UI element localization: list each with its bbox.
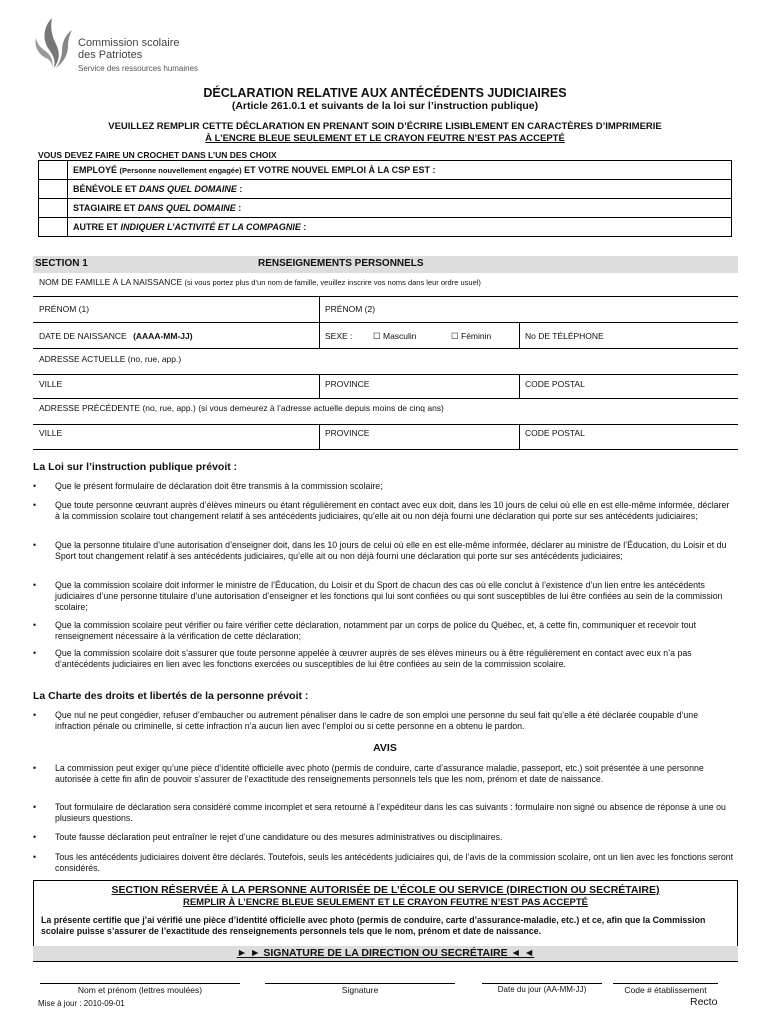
bullet-icon: • [33, 540, 37, 550]
choice-benevole-domain: DANS QUEL DOMAINE [139, 184, 237, 194]
avis-heading: AVIS [373, 742, 397, 754]
field-nom-famille[interactable] [39, 277, 481, 287]
sig-line-signature[interactable] [265, 983, 455, 984]
field-prenom2[interactable]: PRÉNOM (2) [325, 304, 376, 314]
choice-autre-label: AUTRE ET [73, 222, 118, 232]
bullet-icon: • [33, 763, 37, 773]
checkbox-stagiaire[interactable] [39, 199, 68, 217]
service-name: Service des ressources humaines [78, 64, 199, 73]
avis-item [33, 802, 733, 825]
choice-employe-label: EMPLOYÉ [73, 165, 118, 175]
choice-row-stagiaire [39, 199, 731, 218]
choice-autre-colon: : [300, 222, 307, 232]
section1-label: SECTION 1 [35, 258, 88, 269]
choice-table [38, 160, 732, 237]
checkbox-employe[interactable] [39, 161, 68, 179]
section1-title: RENSEIGNEMENTS PERSONNELS [258, 258, 424, 269]
avis-item-text: La commission peut exiger qu’une pièce d’identité officielle avec photo (permis de conduire, carte d’assurance maladie, passeport, etc.) soit présentée à une personne autorisée à cette fin afin de pouvoir s’assurer de l’exactitude des renseignements personnels tels que les nom, prénom et date de naissance. [55, 763, 704, 784]
document-subtitle: (Article 261.0.1 et suivants de la loi sur l’instruction publique) [231, 100, 539, 112]
loi-item-text: Que la personne titulaire d’une autorisation d’enseigner doit, dans les 10 jours de celui où elle en est elle-même informée, déclarer au ministre de l’Éducation, du Loisir et du Sport tout changement relatif à ses antécédents judiciaires, qu’elle ait ou non déjà fourni une déclaration qui porte sur ses antécédents judiciaires; [55, 540, 727, 561]
sig-line-nom[interactable] [40, 983, 240, 984]
loi-item-text: Que le présent formulaire de déclaration doit être transmis à la commission scolaire; [55, 481, 383, 491]
option-masculin[interactable] [373, 331, 417, 342]
sig-line-date[interactable] [482, 983, 602, 984]
avis-item [33, 763, 733, 797]
date-naissance-label: DATE DE NAISSANCE [39, 331, 127, 341]
choice-benevole-colon: : [236, 184, 243, 194]
date-format-label: (AAAA-MM-JJ) [133, 331, 193, 341]
choice-row-autre [39, 218, 731, 236]
feminin-label: Féminin [461, 331, 492, 341]
choice-stagiaire-label: STAGIAIRE ET [73, 203, 136, 213]
avis-item-text: Toute fausse déclaration peut entraîner le rejet d’une candidature ou des mesures administratives ou disciplinaires. [55, 832, 503, 842]
charte-item-text: Que nul ne peut congédier, refuser d’embaucher ou autrement pénaliser dans le cadre de son emploi une personne du seul fait qu’elle a été déclarée coupable d’une infraction pénale ou criminelle, si cette infraction n’a aucun lien avec l’emploi ou si cette personne en a obtenu le pardon. [55, 710, 699, 731]
org-name-line1: Commission scolaire [78, 37, 180, 49]
field-telephone[interactable]: No DE TÉLÉPHONE [525, 331, 604, 341]
nom-famille-label: NOM DE FAMILLE À LA NAISSANCE [39, 277, 183, 287]
footer-recto: Recto [690, 996, 718, 1008]
loi-item [33, 500, 733, 534]
choice-stagiaire-colon: : [235, 203, 242, 213]
sig-date-label: Date du jour (AA-MM-JJ) [497, 985, 587, 994]
footer-update-date: Mise à jour : 2010-09-01 [38, 999, 125, 1008]
loi-item-text: Que la commission scolaire doit s’assurer que toute personne appelée à œuvrer auprès de ses élèves mineurs ou à être régulièrement en contact avec eux n’a pas d’antécédents judiciaires en lien avec les fonctions exercées ou susceptibles de lui être confiées au sein de la commission scolaire. [55, 648, 692, 669]
organization-logo [32, 16, 202, 76]
choice-stagiaire-domain: DANS QUEL DOMAINE [137, 203, 236, 213]
avis-item-text: Tous les antécédents judiciaires doivent être déclarés. Toutefois, seuls les antécédents judiciaires qui, de l’avis de la commission scolaire, ont un lien avec les fonctions seront considérés. [55, 852, 734, 873]
reserved-instruction: REMPLIR À L’ENCRE BLEUE SEULEMENT ET LE CRAYON FEUTRE N’EST PAS ACCEPTÉ [182, 897, 589, 908]
section1-header [33, 256, 738, 273]
charte-item [33, 710, 733, 744]
signature-banner-text: ► ► SIGNATURE DE LA DIRECTION OU SECRÉTAIRE ◄ ◄ [236, 947, 535, 959]
sig-signature-label: Signature [341, 985, 379, 995]
loi-item [33, 648, 733, 682]
field-ville[interactable]: VILLE [39, 379, 63, 389]
loi-heading: La Loi sur l’instruction publique prévoit : [33, 461, 238, 473]
personal-info-grid [33, 274, 738, 450]
avis-item [33, 852, 733, 875]
bullet-icon: • [33, 832, 37, 842]
field-province-precedente[interactable]: PROVINCE [325, 428, 370, 438]
bullet-icon: • [33, 500, 37, 510]
field-date-naissance[interactable] [39, 331, 193, 341]
loi-item-text: Que la commission scolaire peut vérifier ou faire vérifier cette déclaration, notamment par un corps de police du Québec, et, à cette fin, communiquer et recevoir tout renseignement nécessaire à la vérification de cette déclaration; [55, 620, 697, 641]
choice-autre-activity: INDIQUER L’ACTIVITÉ ET LA COMPAGNIE [120, 222, 301, 232]
field-ville-precedente[interactable]: VILLE [39, 428, 63, 438]
option-feminin[interactable] [451, 331, 491, 342]
bullet-icon: • [33, 648, 37, 658]
document-title: DÉCLARATION RELATIVE AUX ANTÉCÉDENTS JUDICIAIRES [203, 86, 567, 100]
fleur-icon [32, 16, 78, 76]
nom-famille-note: (si vous portez plus d’un nom de famille, veuillez inscrire vos noms dans leur ordre usuel) [184, 278, 481, 287]
field-code-postal[interactable]: CODE POSTAL [525, 379, 585, 389]
bullet-icon: • [33, 802, 37, 812]
loi-item [33, 620, 733, 643]
bullet-icon: • [33, 620, 37, 630]
choice-employe-note: (Personne nouvellement engagée) [119, 166, 242, 175]
field-prenom1[interactable]: PRÉNOM (1) [39, 304, 90, 314]
masculin-label: Masculin [383, 331, 417, 341]
instruction-line1: VEUILLEZ REMPLIR CETTE DÉCLARATION EN PRENANT SOIN D’ÉCRIRE LISIBLEMENT EN CARACTÈRES D’IMPRIMERIE [108, 121, 662, 132]
loi-item-text: Que la commission scolaire doit informer le ministre de l’Éducation, du Loisir et du Sport de chacun des cas où elle conclut à l’existence d’un lien entre les antécédents judiciaires d’une personne titulaire d’une autorisation d’enseigner et les fonctions qui lui sont confiées ou qui sont susceptibles de lui être confiées au sein de la commission scolaire; [55, 580, 723, 612]
sig-code-label: Code # établissement [624, 985, 707, 995]
org-name-line2: des Patriotes [78, 49, 143, 61]
checkbox-benevole[interactable] [39, 180, 68, 198]
avis-item-text: Tout formulaire de déclaration sera considéré comme incomplet et sera retourné à l’expéditeur dans les cas suivants : formulaire non signé ou absence de réponse à une ou plusieurs questions. [55, 802, 726, 823]
field-code-postal-precedent[interactable]: CODE POSTAL [525, 428, 585, 438]
loi-item [33, 540, 733, 574]
bullet-icon: • [33, 580, 37, 590]
loi-item [33, 481, 733, 493]
bullet-icon: • [33, 481, 37, 491]
choice-heading: VOUS DEVEZ FAIRE UN CROCHET DANS L’UN DES CHOIX [38, 150, 277, 160]
signature-banner [33, 946, 738, 961]
avis-item [33, 832, 733, 844]
field-adresse-actuelle[interactable]: ADRESSE ACTUELLE (no, rue, app.) [39, 354, 182, 364]
choice-benevole-label: BÉNÉVOLE ET [73, 184, 137, 194]
bullet-icon: • [33, 710, 37, 720]
loi-item-text: Que toute personne œuvrant auprès d’élèves mineurs ou étant régulièrement en contact avec eux doit, dans les 10 jours de celui où elle en est elle-même informée, déclarer à la commission scolaire tout changement relatif à ses antécédents judiciaires, qu’elle ait ou non déjà fourni une déclaration qui porte sur ses antécédents judiciaires; [55, 500, 730, 521]
reserved-title: SECTION RÉSERVÉE À LA PERSONNE AUTORISÉE DE L’ÉCOLE OU SERVICE (DIRECTION OU SECRÉTAIRE) [111, 884, 660, 896]
checkbox-feminin-icon[interactable]: ☐ [451, 331, 459, 341]
instruction-line2: À L’ENCRE BLEUE SEULEMENT ET LE CRAYON FEUTRE N’EST PAS ACCEPTÉ [205, 133, 565, 144]
sig-line-code[interactable] [613, 983, 718, 984]
sexe-label: SEXE : [325, 331, 353, 341]
charte-heading: La Charte des droits et libertés de la personne prévoit : [33, 690, 309, 702]
loi-item [33, 580, 733, 614]
checkbox-autre[interactable] [39, 218, 68, 236]
checkbox-masculin-icon[interactable]: ☐ [373, 331, 381, 341]
choice-employe-tail: ET VOTRE NOUVEL EMPLOI À LA CSP EST : [244, 165, 436, 175]
sig-nom-label: Nom et prénom (lettres moulées) [77, 985, 203, 995]
bullet-icon: • [33, 852, 37, 862]
reserved-certification: La présente certifie que j’ai vérifié une pièce d’identité officielle avec photo (permis de conduire, carte d’assurance-maladie, etc.) et ce, afin que la Commission scolaire puisse s’assurer de l’exactitude des renseignements personnels tels que le nom, prénom et date de naissance. [41, 915, 706, 936]
field-adresse-precedente[interactable]: ADRESSE PRÉCÉDENTE (no, rue, app.) (si vous demeurez à l’adresse actuelle depuis moins de cinq ans) [39, 403, 444, 413]
choice-row-employe [39, 161, 731, 180]
choice-row-benevole [39, 180, 731, 199]
field-province[interactable]: PROVINCE [325, 379, 370, 389]
